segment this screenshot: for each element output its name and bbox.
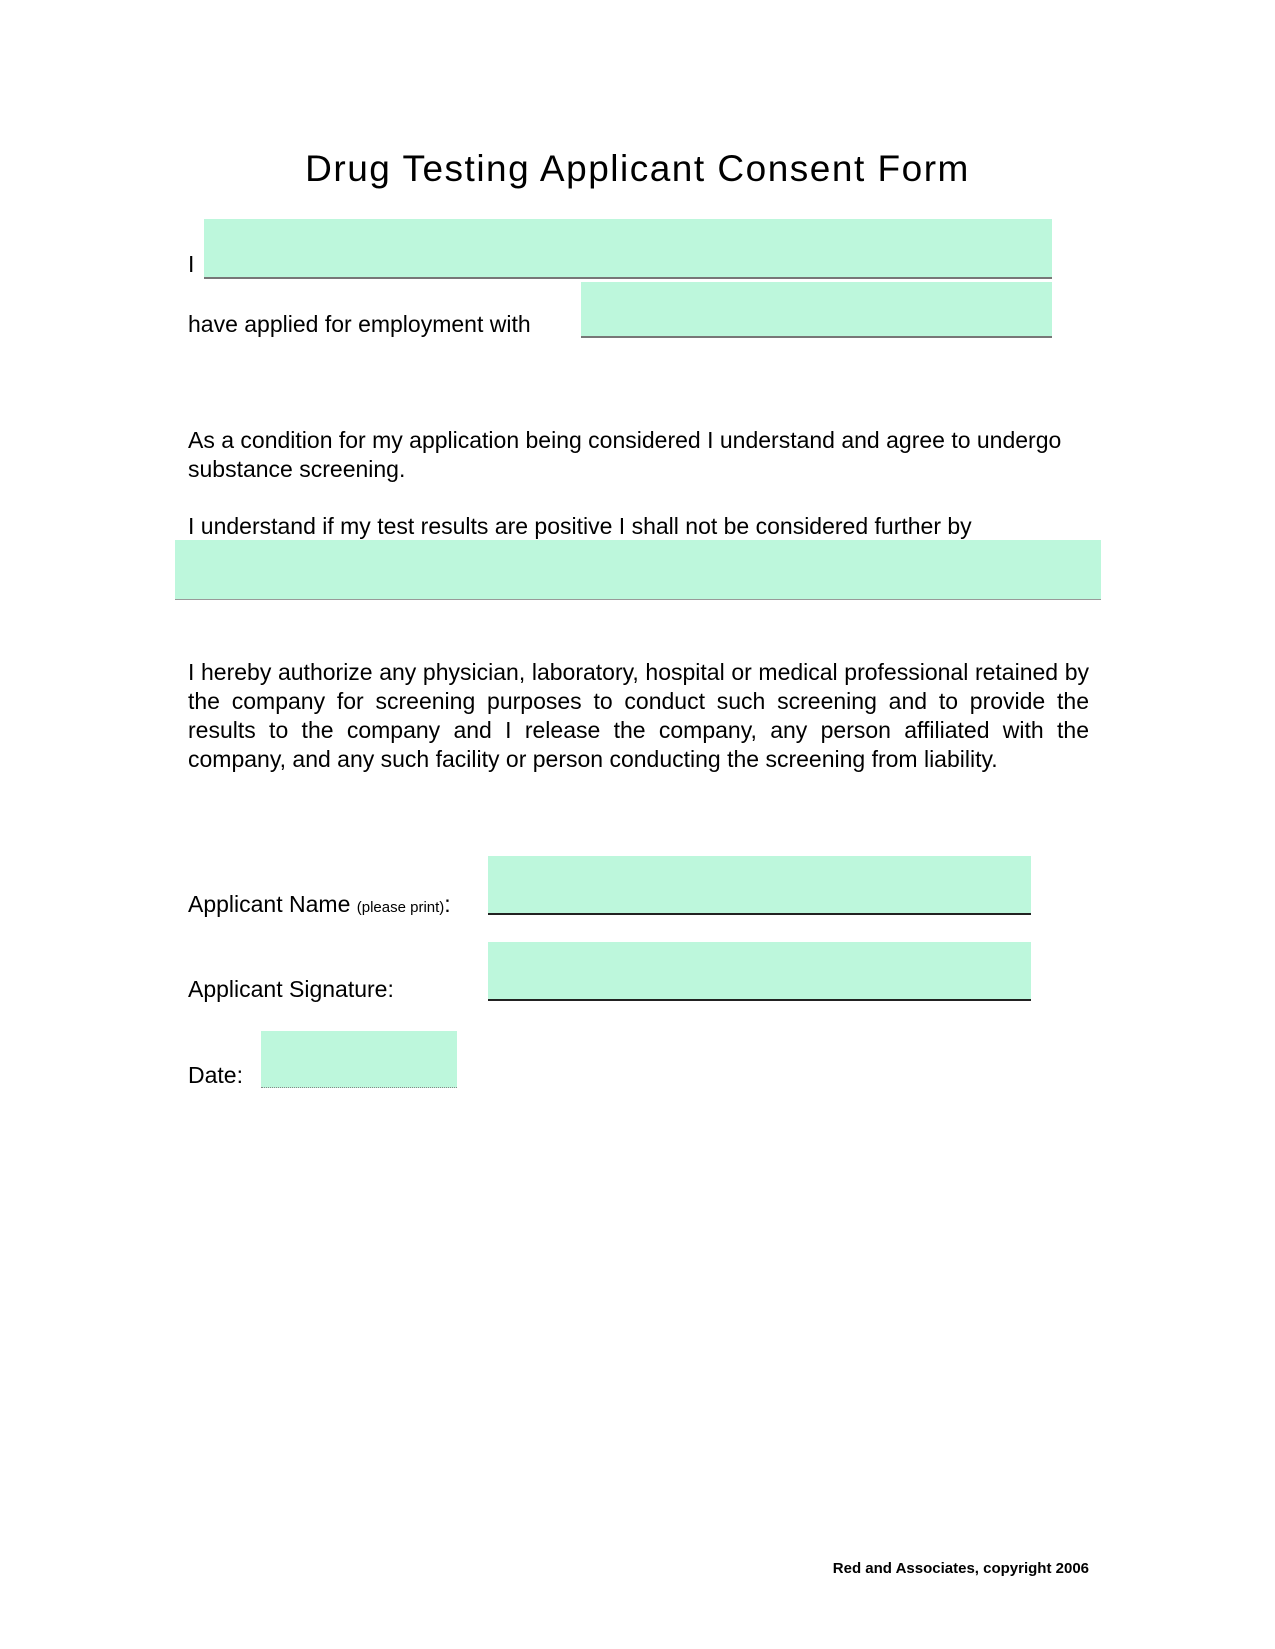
applicant-signature-field[interactable]	[488, 942, 1031, 1001]
applicant-name-text: Applicant Name	[188, 891, 351, 917]
date-label: Date:	[188, 1062, 243, 1088]
copyright-footer: Red and Associates, copyright 2006	[832, 1560, 1089, 1577]
date-field[interactable]	[261, 1031, 457, 1088]
please-print-hint: (please print)	[356, 899, 445, 916]
name-intro-field[interactable]	[204, 219, 1052, 279]
colon: :	[444, 891, 451, 917]
applicant-name-label	[188, 890, 451, 922]
i-label: I	[188, 251, 195, 277]
employer-label: have applied for employment with	[188, 311, 531, 337]
company-field[interactable]	[175, 540, 1101, 600]
condition-paragraph: As a condition for my application being considered I understand and agree to undergo substance screening.	[188, 427, 1062, 482]
employer-field[interactable]	[581, 282, 1052, 338]
positive-results-paragraph: I understand if my test results are positive I shall not be considered further by	[188, 513, 972, 539]
applicant-signature-label: Applicant Signature:	[188, 976, 394, 1002]
page-title: Drug Testing Applicant Consent Form	[305, 148, 970, 189]
authorization-paragraph: I hereby authorize any physician, laboratory, hospital or medical professional retained by the company for screening purposes to conduct such screening and to provide the results to the company and I release the company, any person affiliated with the company, and any such facility or person conducting the screening from liability.	[188, 659, 1089, 772]
applicant-name-field[interactable]	[488, 856, 1031, 915]
